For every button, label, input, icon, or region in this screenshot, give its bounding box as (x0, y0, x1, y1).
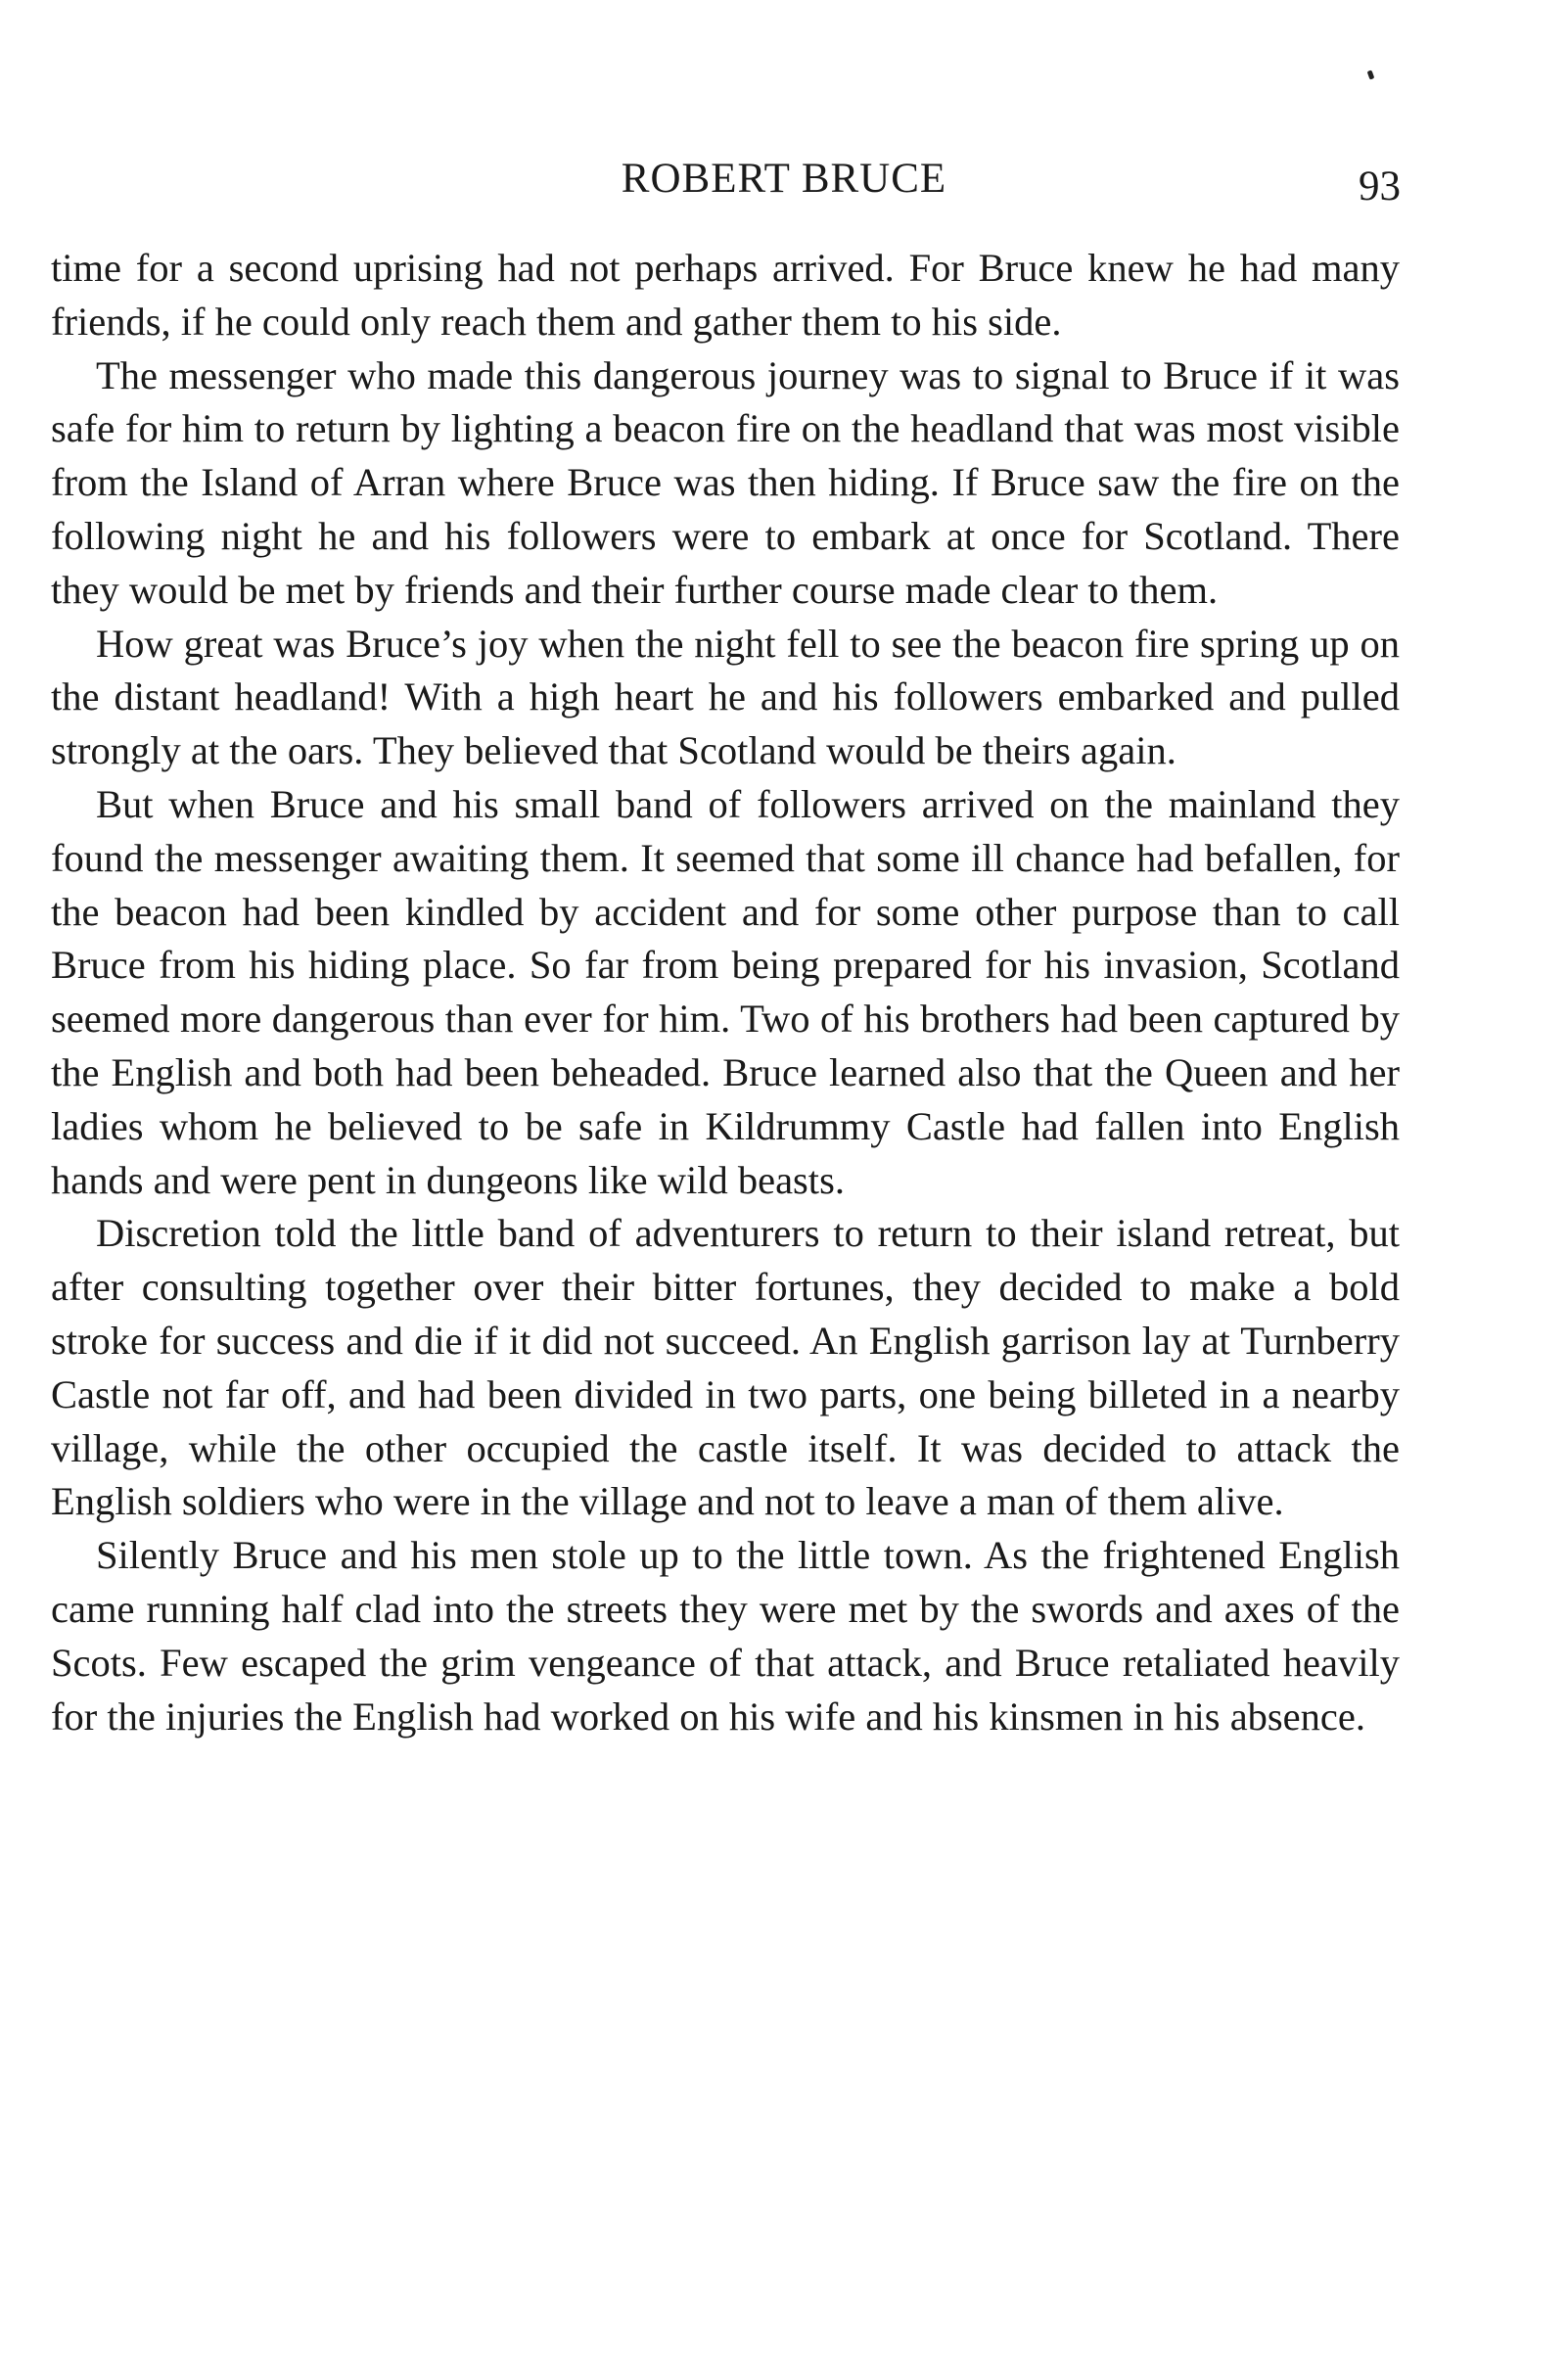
body-text (51, 242, 1400, 1743)
paragraph-continued: time for a second uprising had not perhaps arrived. For Bruce knew he had many friends, if he could only reach them and gather them to his side. (51, 246, 1400, 344)
paragraph: Discretion told the little band of adventurers to return to their island retreat, but after consulting together over their bitter fortunes, they decided to make a bold stroke for success and die if it did not succeed. An English garrison lay at Turnberry Castle not far off, and had been divided in two parts, one being billeted in a nearby village, while the other occupied the castle itself. It was decided to attack the English soldiers who were in the village and not to leave a man of them alive. (51, 1211, 1400, 1524)
paragraph: But when Bruce and his small band of followers arrived on the mainland they found the messenger awaiting them. It seemed that some ill chance had befallen, for the beacon had been kindled by accident and for some other purpose than to call Bruce from his hiding place. So far from being prepared for his invasion, Scotland seemed more dangerous than ever for him. Two of his brothers had been captured by the English and both had been beheaded. Bruce learned also that the Queen and her ladies whom he believed to be safe in Kildrummy Castle had fallen into English hands and were pent in dungeons like wild beasts. (51, 781, 1400, 1202)
paragraph: The messenger who made this dangerous journey was to signal to Bruce if it was safe for him to return by lighting a beacon fire on the headland that was most visible from the Island of Arran where Bruce was then hiding. If Bruce saw the fire on the following night he and his followers were to embark at once for Scotland. There they would be met by friends and their further course made clear to them. (51, 352, 1400, 612)
page-number: 93 (1359, 163, 1401, 209)
running-head (0, 155, 1568, 213)
ink-speck (1367, 70, 1375, 79)
paragraph: Silently Bruce and his men stole up to the little town. As the frightened English came running half clad into the streets they were met by the swords and axes of the Scots. Few escaped the grim vengeance of that attack, and Bruce retaliated heavily for the injuries the English had worked on his wife and his kinsmen in his absence. (51, 1533, 1400, 1739)
paragraph: How great was Bruce’s joy when the night fell to see the beacon fire spring up on the distant headland! With a high heart he and his followers embarked and pulled strongly at the oars. They believed that Scotland would be theirs again. (51, 621, 1400, 773)
running-title: ROBERT BRUCE (621, 156, 947, 202)
